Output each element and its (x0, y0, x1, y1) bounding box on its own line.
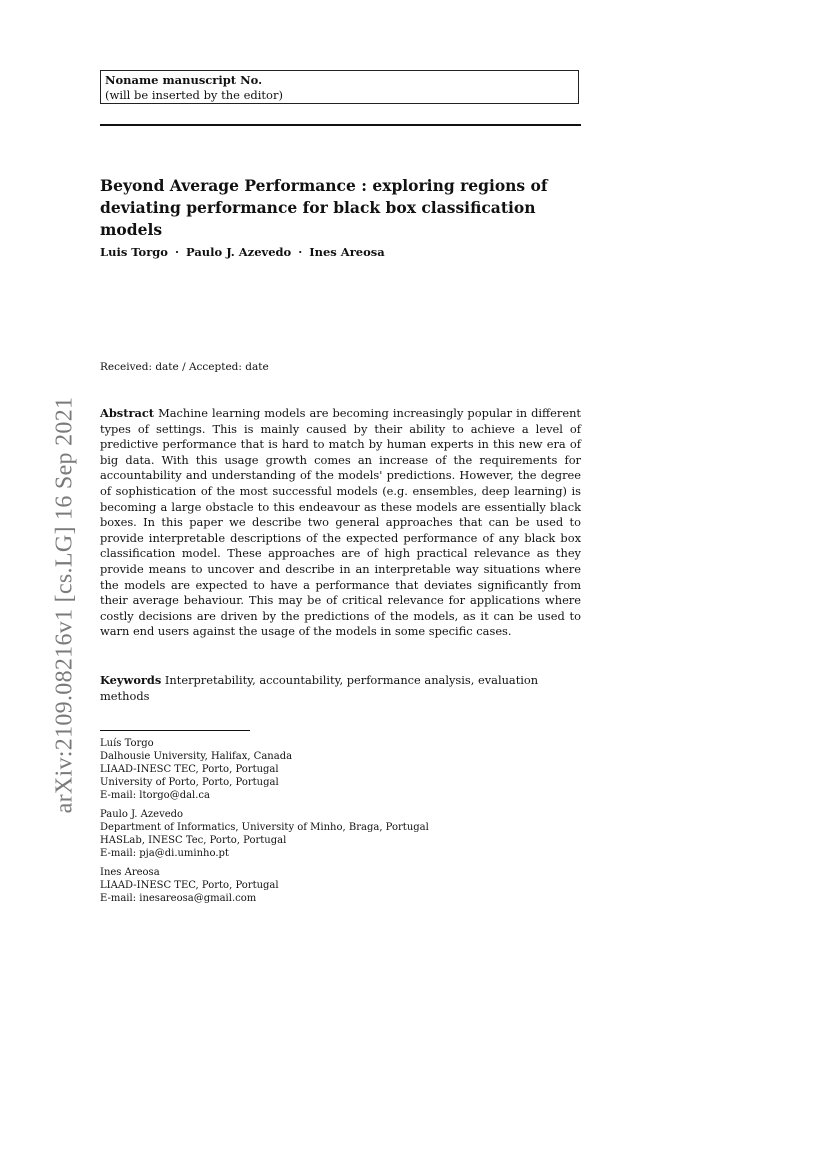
affiliation-block (100, 737, 520, 802)
affiliation-line: HASLab, INESC Tec, Porto, Portugal (100, 835, 287, 846)
affiliation-line: Luís Torgo (100, 738, 154, 749)
author-list (100, 245, 385, 260)
abstract-label: Abstract (100, 406, 155, 420)
affiliation-email: E-mail: inesareosa@gmail.com (100, 893, 257, 904)
arxiv-identifier: arXiv:2109.08216v1 [cs.LG] 16 Sep 2021 (51, 396, 78, 814)
header-rule (100, 124, 581, 126)
paper-title: Beyond Average Performance : exploring regions of deviating performance for black box classification models (100, 176, 548, 239)
arxiv-stamp (48, 364, 82, 846)
footnote-rule (100, 730, 250, 731)
keywords-text: Interpretability, accountability, performance analysis, evaluation methods (100, 673, 539, 703)
affiliation-email: E-mail: ltorgo@dal.ca (100, 790, 210, 801)
editor-box (100, 70, 579, 104)
author-name: Luis Torgo (100, 245, 168, 259)
affiliation-line: Dalhousie University, Halifax, Canada (100, 751, 293, 762)
affiliation-line: LIAAD-INESC TEC, Porto, Portugal (100, 764, 279, 775)
affiliation-block (100, 866, 520, 905)
affiliation-email: E-mail: pja@di.uminho.pt (100, 848, 229, 859)
abstract (100, 406, 581, 640)
keywords (100, 673, 581, 704)
author-name: Ines Areosa (309, 245, 385, 259)
affiliation-line: Department of Informatics, University of Minho, Braga, Portugal (100, 822, 429, 833)
affiliations (100, 737, 520, 911)
manuscript-number: Noname manuscript No. (105, 73, 263, 87)
received-date: Received: date / Accepted: date (100, 361, 269, 373)
author-separator: · (298, 245, 303, 259)
author-separator: · (174, 245, 179, 259)
keywords-label: Keywords (100, 673, 162, 687)
editor-note: (will be inserted by the editor) (105, 88, 283, 102)
affiliation-block (100, 808, 520, 860)
abstract-text: Machine learning models are becoming increasingly popular in different types of settings. This is mainly caused by their ability to achieve a level of predictive performance that is hard to match by human experts in this new era of big data. With this usage growth comes an increase of the requirements for accountability and understanding of the models' predictions. However, the degree of sophistication of the most successful models (e.g. ensembles, deep learning) is becoming a large obstacle to this endeavour as these models are essentially black boxes. In this paper we describe two general approaches that can be used to provide interpretable descriptions of the expected performance of any black box classification model. These approaches are of high practical relevance as they provide means to uncover and describe in an interpretable way situations where the models are expected to have a performance that deviates significantly from their average behaviour. This may be of critical relevance for applications where costly decisions are driven by the predictions of the models, as it can be used to warn end users against the usage of the models in some specific cases. (100, 406, 581, 639)
author-name: Paulo J. Azevedo (186, 245, 292, 259)
affiliation-line: University of Porto, Porto, Portugal (100, 777, 279, 788)
affiliation-line: LIAAD-INESC TEC, Porto, Portugal (100, 880, 279, 891)
affiliation-line: Ines Areosa (100, 867, 160, 878)
affiliation-line: Paulo J. Azevedo (100, 809, 184, 820)
